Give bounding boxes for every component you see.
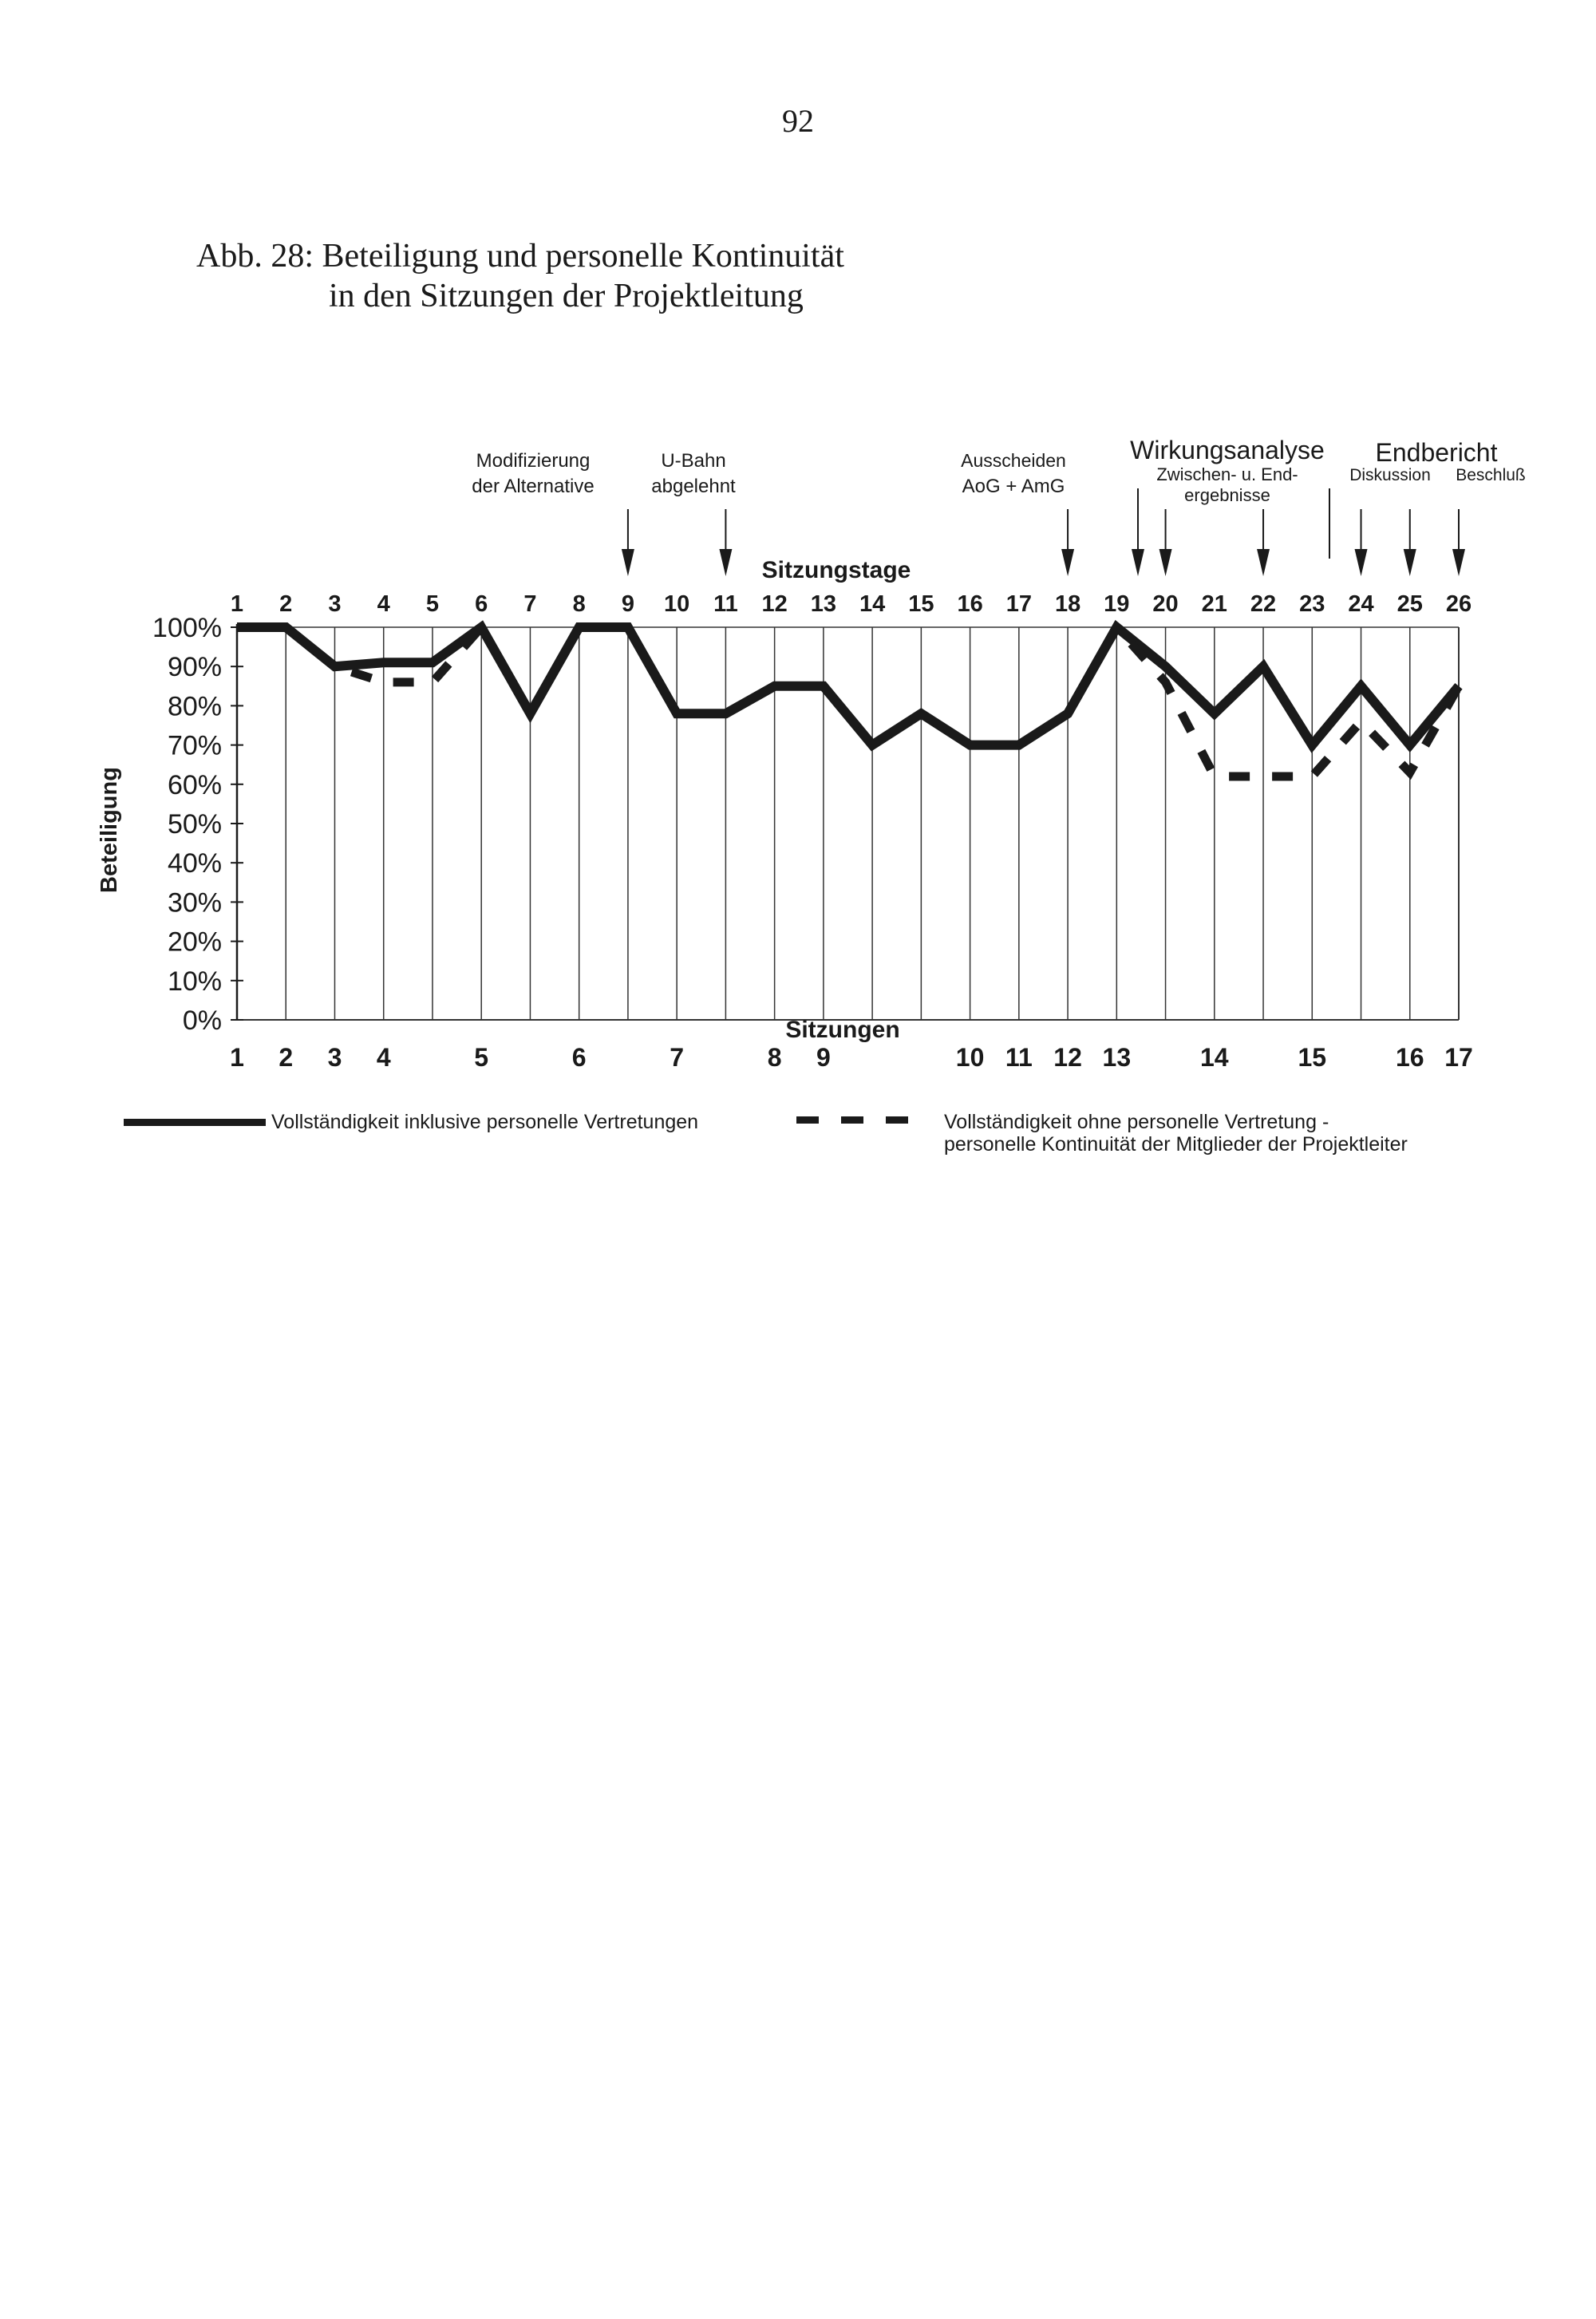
y-tick-label-8: 20% (167, 926, 222, 958)
annotation-ausscheiden-line-1: Ausscheiden (961, 450, 1066, 471)
sitzung-label-9: 9 (816, 1043, 831, 1072)
sitzung-label-12: 12 (1053, 1043, 1082, 1072)
sitzung-label-11: 11 (1005, 1043, 1033, 1072)
y-tick-label-0: 100% (152, 613, 222, 643)
y-tick-label-9: 10% (167, 966, 222, 997)
annotation-wirkungsanalyse-line-3: ergebnisse (1184, 485, 1270, 505)
sitzung-label-1: 1 (230, 1043, 244, 1072)
sitzungstag-label-4: 4 (377, 591, 390, 617)
series (237, 627, 1460, 777)
annotation-arrow-head-day-24 (1355, 549, 1368, 576)
top-axis-title: Sitzungstage (761, 557, 911, 583)
sitzungstag-label-16: 16 (957, 591, 983, 617)
x-axis-title: Sitzungen (785, 1017, 900, 1043)
page-number: 92 (782, 103, 814, 139)
sitzungstag-label-9: 9 (621, 591, 634, 617)
annotation-arrow-head-day-9 (622, 549, 634, 576)
sitzung-label-7: 7 (670, 1043, 685, 1072)
legend-dash-swatch-1 (796, 1116, 819, 1124)
sitzung-label-14: 14 (1200, 1043, 1229, 1072)
sitzung-label-16: 16 (1395, 1043, 1424, 1072)
top-axis-sitzungstage (231, 591, 1472, 617)
annotation-endbericht-line-1: Endbericht (1375, 438, 1498, 467)
y-axis-title: Beteiligung (97, 767, 122, 893)
sitzungstag-label-18: 18 (1054, 591, 1081, 617)
sitzung-label-10: 10 (955, 1043, 985, 1072)
sitzung-label-3: 3 (327, 1043, 342, 1072)
sitzungstag-label-10: 10 (664, 591, 690, 617)
annotation-arrow-head-day-25 (1404, 549, 1416, 576)
sitzungstag-label-15: 15 (908, 591, 934, 617)
annotation-wirkungsanalyse-line-1: Wirkungsanalyse (1130, 436, 1325, 464)
annotation-arrow-head-day-11 (719, 549, 732, 576)
sitzung-label-8: 8 (767, 1043, 782, 1072)
annotation-arrow-head-day-20 (1159, 549, 1172, 576)
annotations (472, 436, 1525, 576)
annotation-endbericht-line-2: Diskussion (1349, 466, 1431, 484)
sitzungstag-label-20: 20 (1152, 591, 1179, 617)
sitzung-label-15: 15 (1298, 1043, 1327, 1072)
sitzungstag-label-24: 24 (1348, 591, 1374, 617)
sitzungstag-label-5: 5 (425, 591, 440, 617)
figure-caption-line-1: Abb. 28: Beteiligung und personelle Kontinuität (196, 238, 844, 275)
sitzungstag-label-3: 3 (328, 591, 342, 617)
sitzungstag-label-1: 1 (230, 591, 244, 617)
sitzungstag-label-26: 26 (1445, 591, 1472, 617)
sitzung-label-13: 13 (1102, 1043, 1132, 1072)
legend-dashed-label (944, 1111, 1408, 1156)
sitzungstag-label-17: 17 (1005, 591, 1032, 617)
annotation-ubahn-line-2: abgelehnt (651, 476, 736, 497)
sitzungstag-label-7: 7 (523, 591, 537, 617)
sitzungstag-label-13: 13 (810, 591, 837, 617)
annotation-modifizierung-line-1: Modifizierung (476, 450, 591, 472)
annotation-ubahn-line-1: U-Bahn (661, 450, 726, 472)
series-line-solid (237, 627, 1459, 745)
y-tick-label-10: 0% (182, 1005, 222, 1036)
sitzungstag-label-19: 19 (1104, 591, 1130, 617)
annotation-arrow-head-wirkungsanalyse-start (1132, 549, 1144, 576)
y-tick-label-6: 40% (167, 848, 222, 879)
sitzung-label-2: 2 (279, 1043, 294, 1072)
sitzungstag-label-8: 8 (572, 591, 586, 617)
annotation-endbericht-line-3: Beschluß (1456, 466, 1526, 484)
sitzung-label-17: 17 (1444, 1043, 1473, 1072)
sitzung-label-4: 4 (376, 1043, 391, 1072)
y-tick-label-1: 90% (167, 652, 222, 683)
annotation-arrow-head-day-26 (1452, 549, 1465, 576)
sitzung-label-6: 6 (571, 1043, 587, 1072)
legend-solid-swatch (124, 1119, 266, 1126)
legend-dash-swatch-2 (841, 1116, 863, 1124)
y-tick-label-4: 60% (167, 769, 222, 800)
sitzungstag-label-11: 11 (713, 591, 738, 617)
legend-dash-swatch-3 (886, 1116, 908, 1124)
annotation-arrow-head-day-18 (1061, 549, 1074, 576)
figure-caption-line-2: in den Sitzungen der Projektleitung (329, 278, 804, 314)
sitzungstag-label-23: 23 (1299, 591, 1325, 617)
legend-solid-label: Vollständigkeit inklusive personelle Vertretungen (271, 1111, 699, 1133)
y-axis (152, 613, 243, 1036)
sitzung-label-5: 5 (474, 1043, 489, 1072)
y-tick-label-5: 50% (167, 809, 222, 840)
sitzungstag-label-12: 12 (761, 591, 788, 617)
sitzungstag-label-6: 6 (475, 591, 488, 617)
y-tick-label-2: 80% (167, 691, 222, 722)
legend-dashed-label-line-2: personelle Kontinuität der Mitglieder der Projektleiter (944, 1133, 1408, 1156)
annotation-wirkungsanalyse-line-2: Zwischen- u. End- (1156, 464, 1298, 484)
series-line-dashed (237, 627, 1459, 776)
legend-dashed-label-line-1: Vollständigkeit ohne personelle Vertretung - (944, 1111, 1329, 1133)
annotation-ausscheiden-line-2: AoG + AmG (962, 476, 1065, 497)
sitzungstag-label-21: 21 (1201, 591, 1227, 617)
annotation-modifizierung-line-2: der Alternative (472, 476, 595, 497)
sitzungstag-label-25: 25 (1396, 591, 1423, 617)
sitzungstag-label-22: 22 (1250, 591, 1277, 617)
annotation-arrow-head-day-22 (1257, 549, 1270, 576)
y-tick-label-7: 30% (167, 887, 222, 919)
sitzungstag-label-14: 14 (859, 591, 886, 617)
sitzungstag-label-2: 2 (279, 591, 293, 617)
bottom-axis-sitzungen (230, 1043, 1473, 1072)
y-tick-label-3: 70% (167, 730, 222, 761)
